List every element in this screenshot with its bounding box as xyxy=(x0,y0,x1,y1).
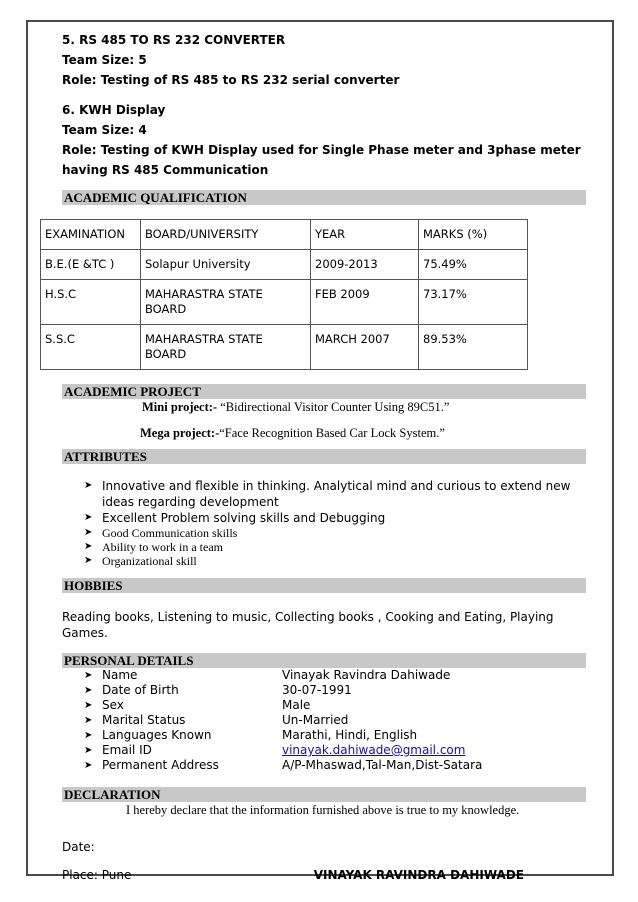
table-cell: 89.53% xyxy=(419,325,528,370)
table-header-cell: EXAMINATION xyxy=(41,220,141,250)
table-cell: MAHARASTRA STATE BOARD xyxy=(141,325,311,370)
arrowhead-right-icon: ➤ xyxy=(84,685,93,696)
attributes-list xyxy=(84,478,586,568)
date-label: Date: xyxy=(62,840,95,854)
list-item: ➤ Languages Known Marathi, Hindi, English xyxy=(84,728,418,742)
list-item: ➤ Email ID vinayak.dahiwade@gmail.com xyxy=(84,743,586,758)
list-item: ➤ Good Communication skills xyxy=(84,526,238,540)
mini-project-label: Mini project:- xyxy=(142,400,218,414)
table-row xyxy=(41,325,528,370)
table-cell: FEB 2009 xyxy=(311,280,419,325)
list-item: ➤ Marital Status Un-Married xyxy=(84,713,349,727)
arrowhead-right-icon: ➤ xyxy=(84,480,93,491)
arrowhead-right-icon: ➤ xyxy=(84,745,93,756)
table-cell: 75.49% xyxy=(419,250,528,280)
arrowhead-right-icon: ➤ xyxy=(84,555,93,566)
table-header-cell: MARKS (%) xyxy=(419,220,528,250)
section-heading-declaration: DECLARATION xyxy=(62,787,586,802)
place-label: Place: Pune xyxy=(62,868,132,882)
arrowhead-right-icon: ➤ xyxy=(84,730,93,741)
arrowhead-right-icon: ➤ xyxy=(84,670,93,681)
project-5 xyxy=(62,30,586,90)
table-cell: Solapur University xyxy=(141,250,311,280)
table-cell: MAHARASTRA STATE BOARD xyxy=(141,280,311,325)
arrowhead-right-icon: ➤ xyxy=(84,527,93,538)
arrowhead-right-icon: ➤ xyxy=(84,700,93,711)
hobbies-text: Reading books, Listening to music, Collecting books , Cooking and Eating, Playing Games. xyxy=(62,610,554,640)
academic-qualification-table xyxy=(40,219,528,370)
section-heading-academic-qualification: ACADEMIC QUALIFICATION xyxy=(62,190,586,205)
table-cell: 2009-2013 xyxy=(311,250,419,280)
resume-page xyxy=(45,30,586,882)
email-link[interactable]: vinayak.dahiwade@gmail.com xyxy=(282,743,466,757)
personal-details-list xyxy=(62,668,586,773)
section-heading-hobbies: HOBBIES xyxy=(62,578,586,593)
table-row xyxy=(41,250,528,280)
list-item: ➤ Permanent Address A/P-Mhaswad,Tal-Man,Dist-Satara xyxy=(84,758,483,772)
mini-project xyxy=(142,399,586,415)
list-item: ➤ Excellent Problem solving skills and Debugging xyxy=(84,511,386,525)
table-row xyxy=(41,280,528,325)
project-team-size: Team Size: 5 xyxy=(62,53,147,67)
table-cell: B.E.(E &TC ) xyxy=(41,250,141,280)
list-item: ➤ Date of Birth 30-07-1991 xyxy=(84,683,352,697)
project-role: Role: Testing of RS 485 to RS 232 serial converter xyxy=(62,73,400,87)
list-item: ➤ Sex Male xyxy=(84,698,311,712)
project-title: 5. RS 485 TO RS 232 CONVERTER xyxy=(62,33,286,47)
table-cell: MARCH 2007 xyxy=(311,325,419,370)
table-header-row xyxy=(41,220,528,250)
project-title: 6. KWH Display xyxy=(62,103,166,117)
project-role: Role: Testing of KWH Display used for Single Phase meter and 3phase meter having RS 485 Communication xyxy=(62,143,581,177)
table-header-cell: YEAR xyxy=(311,220,419,250)
section-heading-attributes: ATTRIBUTES xyxy=(62,449,586,464)
section-heading-personal-details: PERSONAL DETAILS xyxy=(62,653,586,668)
table-cell: S.S.C xyxy=(41,325,141,370)
list-item: ➤ Ability to work in a team xyxy=(84,540,223,554)
table-header-cell: BOARD/UNIVERSITY xyxy=(141,220,311,250)
arrowhead-right-icon: ➤ xyxy=(84,512,93,523)
arrowhead-right-icon: ➤ xyxy=(84,715,93,726)
list-item: ➤ Innovative and flexible in thinking. Analytical mind and curious to extend new ideas regarding development xyxy=(84,479,571,509)
place-signature-row xyxy=(62,868,524,882)
mega-project xyxy=(140,425,586,441)
table-cell: H.S.C xyxy=(41,280,141,325)
mega-project-label: Mega project:- xyxy=(140,426,220,440)
table-cell: 73.17% xyxy=(419,280,528,325)
list-item: ➤ Organizational skill xyxy=(84,554,197,568)
project-6 xyxy=(62,100,586,180)
mega-project-value: “Face Recognition Based Car Lock System.” xyxy=(219,426,445,440)
arrowhead-right-icon: ➤ xyxy=(84,760,93,771)
arrowhead-right-icon: ➤ xyxy=(84,541,93,552)
mini-project-value: “Bidirectional Visitor Counter Using 89C51.” xyxy=(220,400,450,414)
signature-name: VINAYAK RAVINDRA DAHIWADE xyxy=(313,868,524,882)
section-heading-academic-project: ACADEMIC PROJECT xyxy=(62,384,586,399)
declaration-text: I hereby declare that the information furnished above is true to my knowledge. xyxy=(126,803,520,817)
project-team-size: Team Size: 4 xyxy=(62,123,147,137)
list-item: ➤ Name Vinayak Ravindra Dahiwade xyxy=(84,668,451,682)
